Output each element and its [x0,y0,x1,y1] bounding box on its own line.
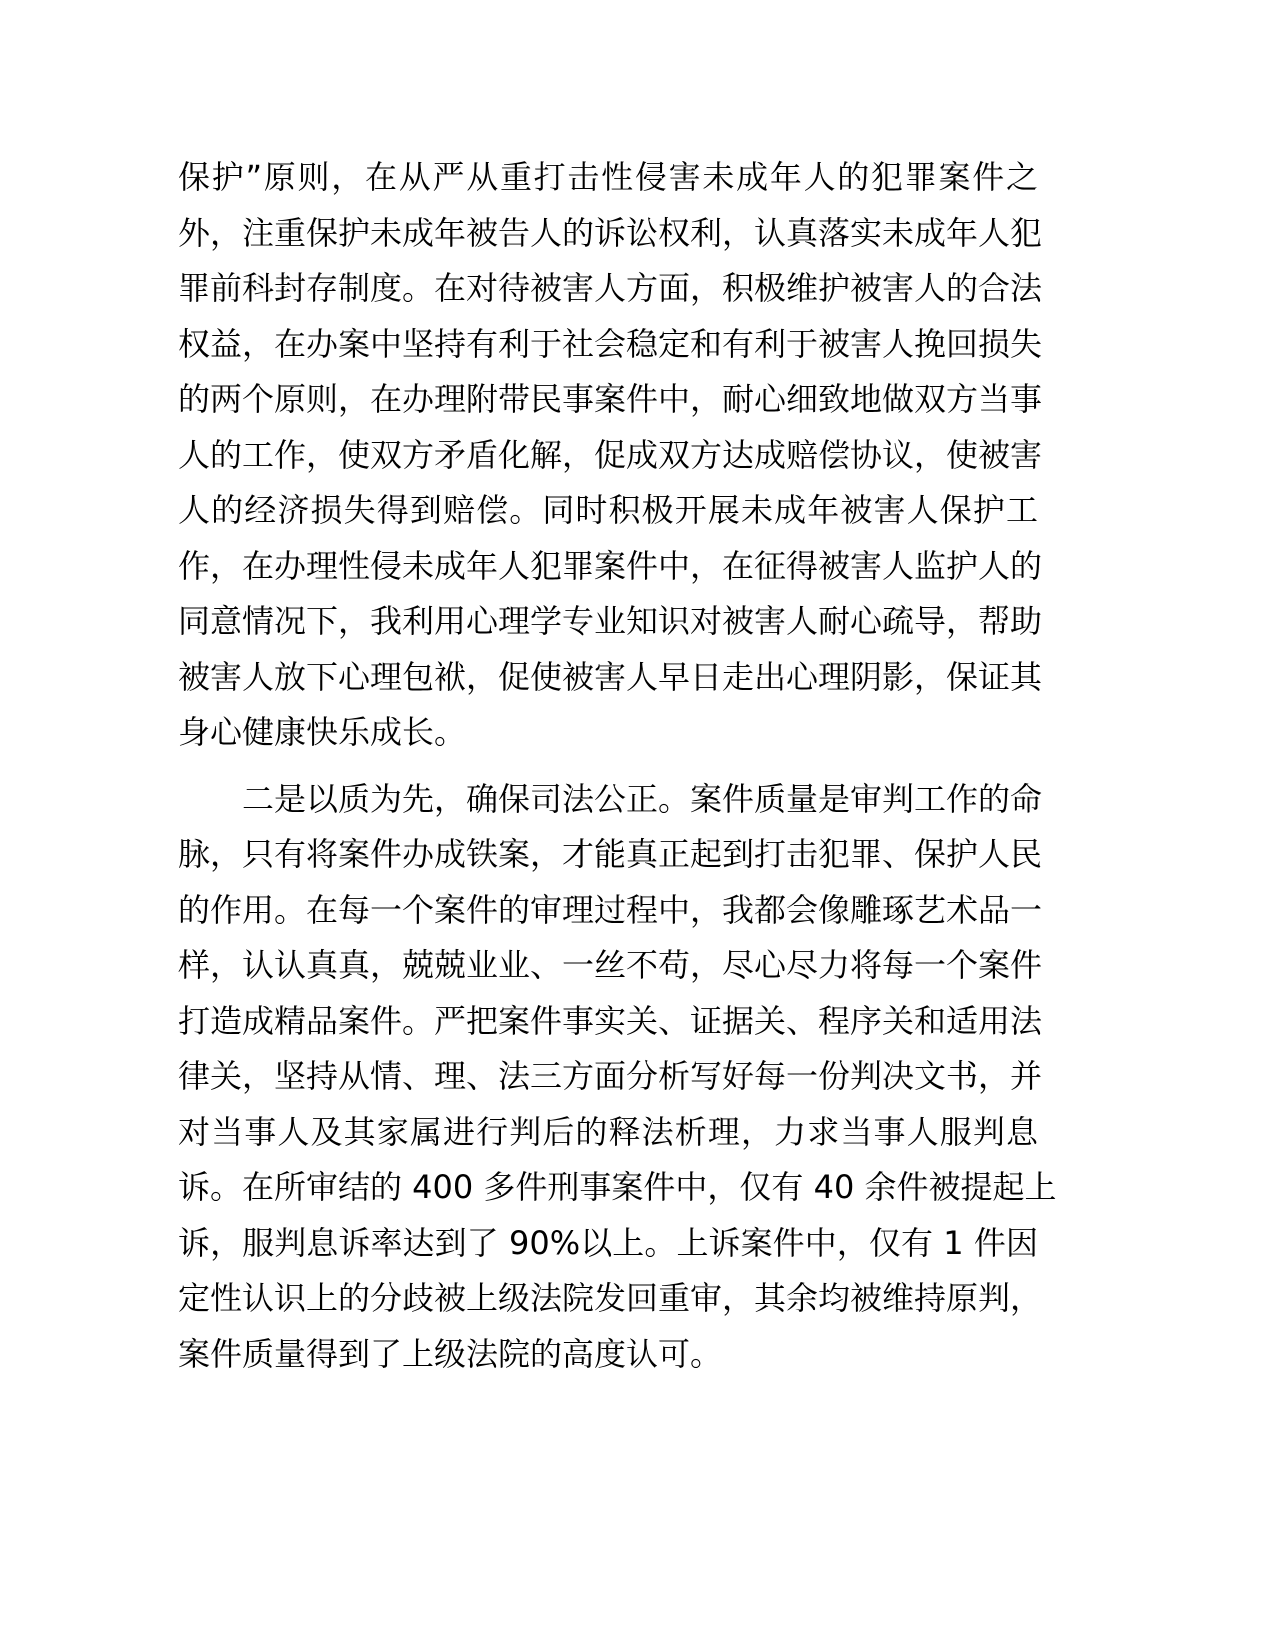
paragraph-1 [178,150,1043,761]
text-line: 作，在办理性侵未成年人犯罪案件中，在征得被害人监护人的 [178,546,1043,585]
paragraph-spacing [178,761,1038,772]
paragraph-2 [178,772,1057,1383]
text-line: 样，认认真真，兢兢业业、一丝不苟，尽心尽力将每一个案件 [178,946,1043,984]
text-line: 罪前科封存制度。在对待被害人方面，积极维护被害人的合法 [178,269,1043,307]
text-line: 人的经济损失得到赔偿。同时积极开展未成年被害人保护工 [178,491,1038,529]
text-line: 权益，在办案中坚持有利于社会稳定和有利于被害人挽回损失 [178,324,1043,363]
text-line: 的两个原则，在办理附带民事案件中，耐心细致地做双方当事 [178,380,1043,418]
text-line: 案件质量得到了上级法院的高度认可。 [178,1334,723,1373]
text-line: 二是以质为先，确保司法公正。案件质量是审判工作的命 [242,779,1043,818]
text-line: 诉，服判息诉率达到了 90%以上。上诉案件中，仅有 1 件因 [178,1223,1038,1262]
text-line: 保护”原则，在从严从重打击性侵害未成年人的犯罪案件之 [178,158,1038,196]
text-line: 律关，坚持从情、理、法三方面分析写好每一份判决文书，并 [178,1057,1043,1095]
text-line: 的作用。在每一个案件的审理过程中，我都会像雕琢艺术品一 [178,890,1043,929]
body-text [178,150,1057,1382]
text-line: 同意情况下，我利用心理学专业知识对被害人耐心疏导，帮助 [178,602,1043,640]
text-line: 被害人放下心理包袱，促使被害人早日走出心理阴影，保证其 [178,657,1043,696]
text-line: 脉，只有将案件办成铁案，才能真正起到打击犯罪、保护人民 [178,835,1043,873]
text-line: 外，注重保护未成年被告人的诉讼权利，认真落实未成年人犯 [178,213,1043,252]
text-line: 诉。在所审结的 400 多件刑事案件中，仅有 40 余件被提起上 [178,1168,1057,1206]
text-line: 打造成精品案件。严把案件事实关、证据关、程序关和适用法 [178,1001,1043,1040]
text-line: 对当事人及其家属进行判后的释法析理，力求当事人服判息 [178,1112,1038,1151]
text-line: 身心健康快乐成长。 [178,713,467,751]
text-line: 定性认识上的分歧被上级法院发回重审，其余均被维持原判， [178,1279,1043,1317]
text-line: 人的工作，使双方矛盾化解，促成双方达成赔偿协议，使被害 [178,435,1043,474]
